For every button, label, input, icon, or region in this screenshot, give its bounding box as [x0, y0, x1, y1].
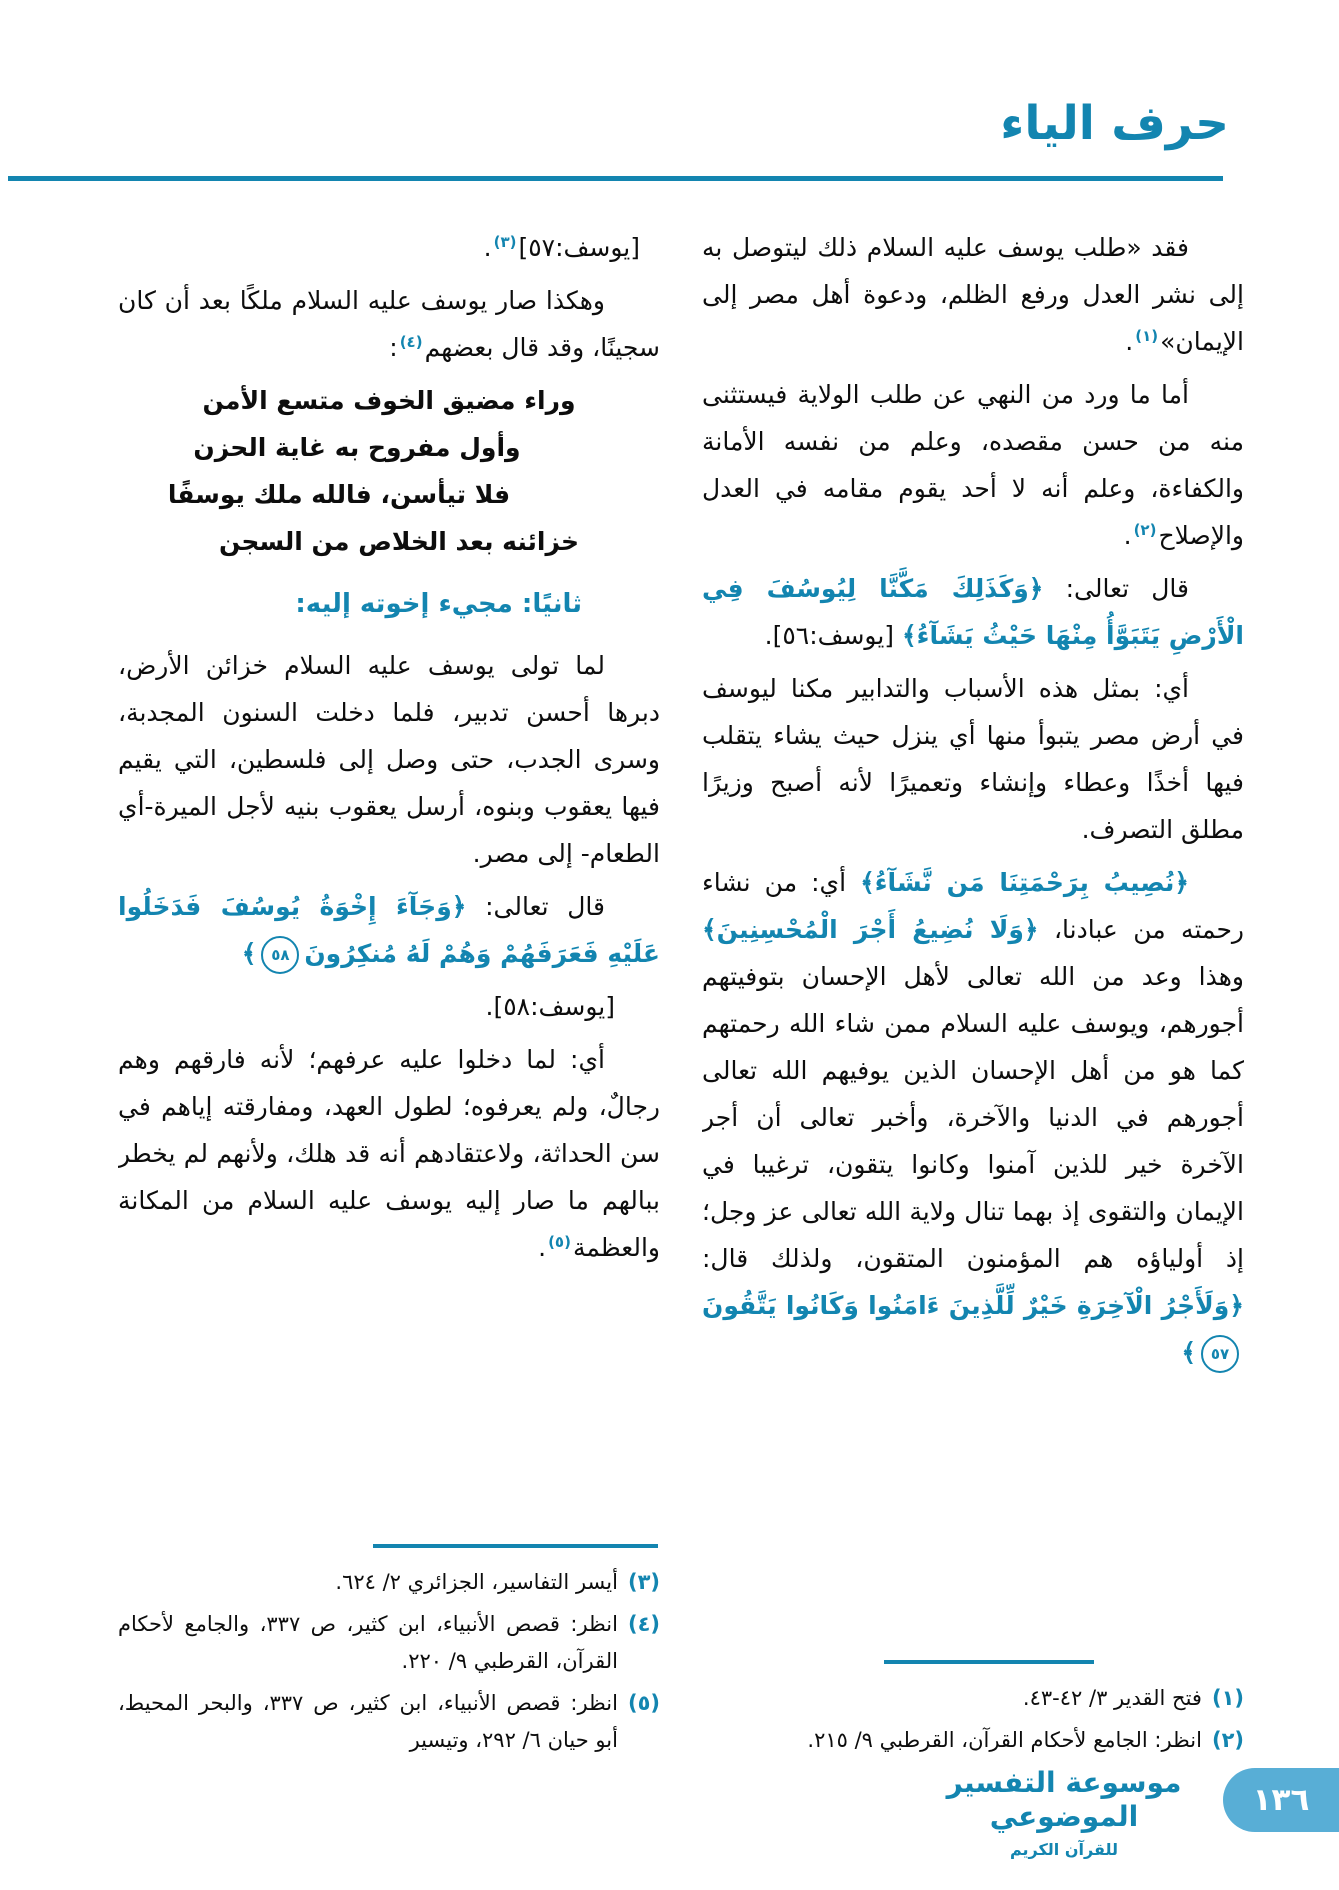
- quran-quote-close: ﴾: [241, 939, 257, 968]
- footnotes-section-right: [702, 1650, 1244, 1764]
- paragraph-text: وهذا وعد من الله تعالى لأهل الإحسان بتوفيتهم أجورهم، ويوسف عليه السلام ممن شاء الله رحمتهم كما هو من أهل الإحسان الذين يوفيهم الله تعالى أجورهم في الدنيا والآخرة، وأخبر تعالى أن أجر الآخرة خير للذين آمنوا وكانوا يتقون، ترغيبا في الإيمان والتقوى إذ بهما تنال ولاية الله تعالى عز وجل؛ إذ أولياؤه هم المؤمنون المتقون، ولذلك قال:: [702, 962, 1244, 1273]
- footnote-marker: (٢): [1133, 520, 1157, 539]
- footnote-text: أيسر التفاسير، الجزائري ٢/ ٦٢٤.: [335, 1570, 618, 1594]
- paragraph: [118, 277, 660, 371]
- footnote-separator: [373, 1544, 658, 1548]
- quran-quote: ﴿وَكَذَلِكَ مَكَّنَّا لِيُوسُفَ فِي الْأَرْضِ يَتَبَوَّأُ مِنْهَا حَيْثُ يَشَآءُ﴾: [702, 574, 1244, 650]
- footnote-number: (٤): [627, 1612, 660, 1636]
- paragraph-text: أي: من نشاء رحمته من عبادنا،: [702, 868, 1244, 944]
- footnote-separator: [884, 1660, 1094, 1664]
- footnote: [702, 1680, 1244, 1717]
- footnote: [702, 1722, 1244, 1759]
- footnote-text: فتح القدير ٣/ ٤٢-٤٣.: [1022, 1686, 1202, 1710]
- paragraph-text: أي: بمثل هذه الأسباب والتدابير مكنا ليوسف في أرض مصر يتبوأ منها أي ينزل حيث يشاء يتقلب فيها أخذًا وعطاء وإنشاء وتعميرًا لأنه أصبح وزيرًا مطلق التصرف.: [702, 674, 1244, 844]
- poetry-line: خزائنه بعد الخلاص من السجن: [218, 527, 580, 556]
- paragraph: [702, 224, 1244, 365]
- quran-paragraph: [118, 883, 660, 977]
- footnote: [118, 1564, 660, 1601]
- paragraph-tail: :: [389, 333, 398, 362]
- verse-number-ornament: ٥٧: [1201, 1335, 1239, 1373]
- paragraph: [702, 665, 1244, 853]
- footnote-number: (٥): [627, 1691, 660, 1715]
- chapter-title: حرف الياء: [1000, 96, 1229, 151]
- publisher-logo: [929, 1766, 1199, 1859]
- quran-quote: ﴿نُصِيبُ بِرَحْمَتِنَا مَن نَّشَآءُ﴾: [860, 868, 1189, 897]
- footnote: [118, 1606, 660, 1680]
- section-heading: ثانيًا: مجيء إخوته إليه:: [295, 589, 582, 619]
- quran-quote: ﴿وَلَأَجْرُ الْآخِرَةِ خَيْرٌ لِّلَّذِينَ ءَامَنُوا وَكَانُوا يَتَّقُونَ: [702, 1291, 1244, 1320]
- quran-paragraph: [702, 565, 1244, 659]
- verse-reference-line: [118, 224, 660, 271]
- footnote-marker: (١): [1135, 326, 1159, 345]
- footnote-marker: (٣): [493, 232, 517, 251]
- verse-reference: [يوسف:٥٦].: [764, 621, 895, 650]
- page-number-badge: ١٣٦: [1223, 1768, 1339, 1832]
- footnotes-section-left: [118, 1534, 660, 1764]
- quran-quote-close: ﴾: [1181, 1338, 1196, 1367]
- quran-paragraph: [702, 859, 1244, 1376]
- footnote: [118, 1685, 660, 1759]
- footnote-text: انظر: قصص الأنبياء، ابن كثير، ص ٣٣٧، والجامع لأحكام القرآن، القرطبي ٩/ ٢٢٠.: [118, 1612, 618, 1673]
- page-content: [118, 224, 1244, 1764]
- quran-quote: ﴿وَلَا نُضِيعُ أَجْرَ الْمُحْسِنِينَ﴾: [702, 915, 1039, 944]
- publisher-logo-subtitle: للقرآن الكريم: [1009, 1840, 1119, 1859]
- footnote-text: انظر: قصص الأنبياء، ابن كثير، ص ٣٣٧، والبحر المحيط، أبو حيان ٦/ ٢٩٢، وتيسير: [118, 1691, 618, 1752]
- paragraph-text: أما ما ورد من النهي عن طلب الولاية فيستثنى منه من حسن مقصده، وعلم من نفسه الأمانة والكفاءة، وعلم أنه لا أحد يقوم مقامه في العدل والإصلاح: [702, 380, 1244, 550]
- paragraph-text: قال تعالى:: [1065, 574, 1190, 603]
- footnote-number: (٣): [627, 1570, 660, 1594]
- footnote-number: (١): [1211, 1686, 1244, 1710]
- publisher-logo-title: موسوعة التفسير الموضوعي: [946, 1766, 1182, 1833]
- column-right: [702, 224, 1244, 1764]
- footnote-number: (٢): [1211, 1728, 1244, 1752]
- footnote-marker: (٥): [548, 1232, 571, 1251]
- verse-number-ornament: ٥٨: [261, 936, 299, 974]
- paragraph: [118, 642, 660, 877]
- header-rule: [8, 176, 1223, 181]
- footnote-text: انظر: الجامع لأحكام القرآن، القرطبي ٩/ ٢١٥.: [807, 1728, 1202, 1752]
- poetry-line: وراء مضيق الخوف متسع الأمن: [202, 386, 576, 415]
- paragraph-text: قال تعالى:: [485, 892, 605, 921]
- verse-reference-line: [118, 983, 660, 1030]
- paragraph-tail: .: [1123, 521, 1132, 550]
- verse-reference: [يوسف:٥٨].: [485, 992, 615, 1021]
- paragraph-text: أي: لما دخلوا عليه عرفهم؛ لأنه فارقهم وهم رجالٌ، ولم يعرفوه؛ لطول العهد، ومفارقته إياهم في سن الحداثة، ولاعتقادهم أنه قد هلك، ولأنهم لم يخطر ببالهم ما صار إليه يوسف عليه السلام من المكانة والعظمة: [118, 1045, 660, 1262]
- paragraph-tail: .: [483, 233, 492, 262]
- paragraph-text: وهكذا صار يوسف عليه السلام ملكًا بعد أن كان سجينًا، وقد قال بعضهم: [118, 286, 660, 362]
- paragraph-tail: .: [1125, 327, 1134, 356]
- poetry-line: وأول مفروح به غاية الحزن: [193, 433, 521, 462]
- paragraph: [702, 371, 1244, 559]
- paragraph-text: فقد «طلب يوسف عليه السلام ذلك ليتوصل به إلى نشر العدل ورفع الظلم، ودعوة أهل مصر إلى الإيمان»: [702, 233, 1244, 356]
- paragraph: [118, 1036, 660, 1271]
- column-left: [118, 224, 660, 1764]
- poetry-line: فلا تيأسن، فالله ملك يوسفًا: [167, 480, 511, 509]
- footnote-marker: (٤): [399, 332, 423, 351]
- quran-quote: ﴿وَجَآءَ إِخْوَةُ يُوسُفَ فَدَخَلُوا عَلَيْهِ فَعَرَفَهُمْ وَهُمْ لَهُ مُنكِرُونَ: [118, 892, 660, 968]
- paragraph-text: لما تولى يوسف عليه السلام خزائن الأرض، دبرها أحسن تدبير، فلما دخلت السنون المجدبة، وسرى الجدب، حتى وصل إلى فلسطين، التي يقيم فيها يعقوب وبنوه، أرسل يعقوب بنيه لأجل الميرة-أي الطعام- إلى مصر.: [118, 651, 660, 868]
- verse-reference: [يوسف:٥٧]: [518, 233, 640, 262]
- paragraph-tail: .: [538, 1233, 547, 1262]
